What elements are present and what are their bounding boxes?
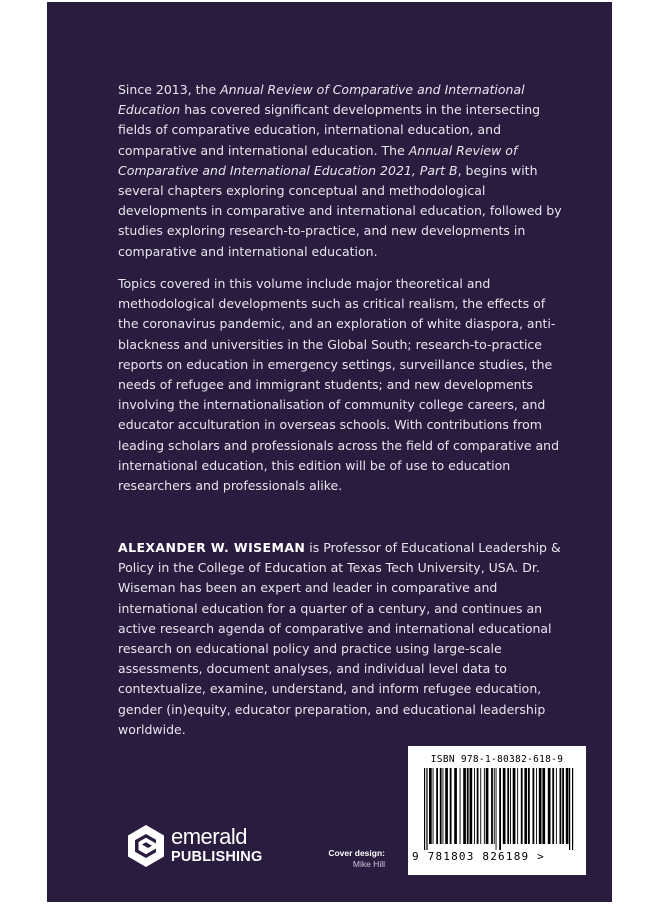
emerald-e-hexagon-icon: [127, 824, 165, 868]
barcode-bar: [491, 768, 493, 844]
barcode-bar: [445, 768, 448, 844]
barcode-bar: [528, 768, 530, 844]
barcode-bar: [477, 768, 479, 844]
barcode-bar: [454, 768, 457, 844]
publisher-logo: [127, 822, 267, 872]
isbn-label: ISBN 978-1-80382-618-9: [430, 754, 564, 765]
barcode-bar: [552, 768, 554, 844]
isbn-barcode: [408, 746, 586, 875]
author-bio: [118, 538, 563, 740]
barcode-digits: 9 781803 826189 >: [412, 850, 545, 863]
barcode-bar: [467, 768, 469, 844]
barcode-bar: [463, 768, 466, 844]
barcode-bar: [510, 768, 511, 844]
barcode-bar: [542, 768, 545, 844]
barcode-bar: [436, 768, 438, 844]
barcode-bar: [517, 768, 518, 844]
barcode-bar: [533, 768, 535, 844]
publisher-subname: PUBLISHING: [171, 849, 263, 865]
barcode-bar: [474, 768, 475, 844]
barcode-bars: [416, 768, 578, 850]
barcode-bar: [560, 768, 562, 844]
author-name: ALEXANDER W. WISEMAN: [118, 540, 306, 555]
barcode-bar: [556, 768, 557, 844]
barcode-bar: [494, 768, 495, 844]
barcode-bar: [440, 768, 442, 844]
p1-text-2: has covered significant developments in the intersecting fields of comparative education, international education, and comparative and international education. The: [118, 102, 541, 158]
barcode-bar: [569, 768, 570, 850]
barcode-bar: [507, 768, 509, 844]
publisher-name: emerald: [171, 824, 247, 849]
cover-design-label: Cover design:: [328, 848, 385, 858]
barcode-bar: [572, 768, 573, 850]
barcode-bar: [484, 768, 485, 844]
barcode-bar: [521, 768, 523, 844]
barcode-bar: [429, 768, 432, 844]
barcode-bar: [496, 768, 497, 850]
back-cover: [47, 2, 612, 902]
description-paragraph-1: [118, 80, 563, 262]
barcode-bar: [503, 768, 506, 844]
barcode-bar: [424, 768, 425, 850]
barcode-bar: [460, 768, 461, 844]
barcode-bar: [480, 768, 481, 844]
author-bio-text: is Professor of Educational Leadership & Policy in the College of Education at Texas Tech University, USA. Dr. Wiseman has been an expert and leader in comparative and international education for a quarter of a century, and continues an active research agenda of comparative and international educational research on educational policy and practice using large-scale assessments, document analyses, and individual level data to contextualize, examine, understand, and inform refugee education, gender (in)equity, educator preparation, and educational leadership worldwide.: [118, 540, 561, 737]
barcode-bar: [443, 768, 444, 844]
barcode-bar: [513, 768, 516, 844]
barcode-bar: [450, 768, 452, 844]
p1-text-3: , begins with several chapters exploring conceptual and methodological developments in comparative and international education, followed by studies exploring research-to-practice, and new developments in comparative and international education.: [118, 162, 562, 259]
barcode-bar: [548, 768, 551, 844]
barcode-bar: [486, 768, 489, 844]
barcode-bar: [536, 768, 537, 844]
description-paragraph-2: Topics covered in this volume include major theoretical and methodological developments such as critical realism, the effects of the coronavirus pandemic, and an exploration of white diaspora, anti-blackness and universities in the Global South; research-to-practice reports on education in emergency settings, surveillance studies, the needs of refugee and immigrant students; and new developments involving the internationalisation of community college careers, and educator acculturation in overseas schools. With contributions from leading scholars and professionals across the field of comparative and international education, this edition will be of use to education researchers and professionals alike.: [118, 276, 560, 494]
barcode-bar: [524, 768, 527, 844]
barcode-bar: [433, 768, 434, 844]
barcode-bar: [562, 768, 564, 844]
cover-designer-name: Mike Hill: [352, 859, 385, 869]
barcode-bar: [566, 768, 569, 844]
p1-series-title: Annual Review of Comparative and International Education: [118, 82, 525, 118]
barcode-bar: [470, 768, 473, 844]
barcode-bar: [539, 768, 542, 844]
barcode-bar: [499, 768, 501, 850]
barcode-bar: [426, 768, 427, 850]
p1-volume-title: Annual Review of Comparative and International Education 2021, Part B: [118, 142, 518, 178]
cover-design-credit: [305, 848, 385, 869]
p1-text-1: Since 2013, the: [118, 82, 221, 97]
